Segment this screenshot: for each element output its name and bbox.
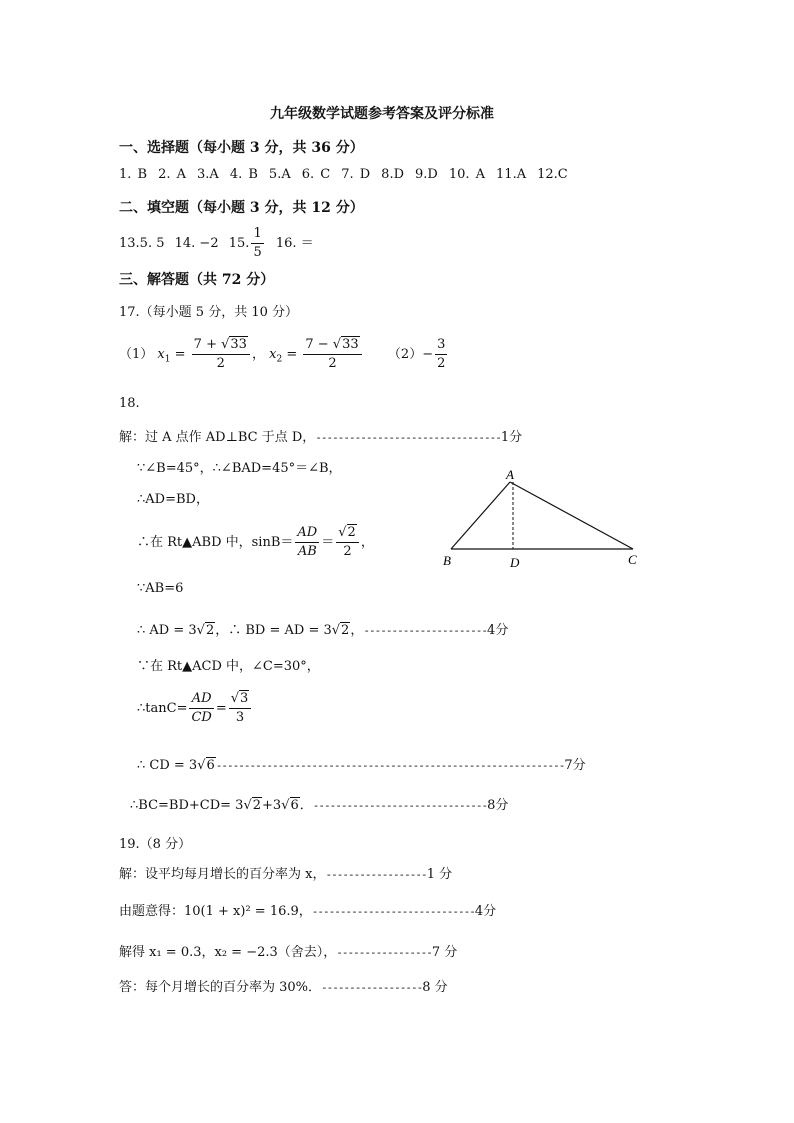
- q18-line7: ∵在 Rt▲ACD 中，∠C=30°，: [137, 659, 320, 674]
- side-AB: [451, 482, 510, 549]
- answer-13: 13.5. 5: [119, 236, 165, 251]
- page-title: 九年级数学试题参考答案及评分标准: [270, 106, 494, 122]
- q19-line4: 答：每个月增长的百分率为 30%．------------------8 分: [119, 980, 448, 995]
- mc-answer: 1. B: [119, 167, 148, 182]
- answer-14: 14. −2: [174, 236, 219, 251]
- triangle-figure: [440, 468, 650, 578]
- mc-answer: 9.D: [415, 167, 438, 182]
- mc-answer: 5.A: [268, 167, 291, 182]
- q18-line8: ∴tanC= $\frac{AD}{CD}$ = $\frac{√3}{3}$: [137, 690, 253, 727]
- q18-line4: ∴在 Rt▲ABD 中，sinB＝ $\frac{AD}{AB}$ ＝ $\frac{√2}{2}$ ，: [137, 525, 374, 559]
- label-A: A: [506, 468, 514, 482]
- answer-15: 15.: [228, 236, 250, 251]
- q17-answers: （1） $x_1$ = $\frac{7 + √33}{2}$ ， $x_2$ = $\frac{7 - √33}{2}$ （2）− $\frac{3}{2}$: [119, 337, 446, 371]
- q19-line3: 解得 x₁ = 0.3，x₂ = −2.3（舍去），-----------------7 分: [119, 945, 458, 960]
- mc-answer: 8.D: [381, 167, 404, 182]
- q18-line10: ∴BC=BD+CD= 3√2+3√6．-------------------------------8分: [130, 798, 509, 813]
- q18-number: 18.: [119, 396, 140, 411]
- mc-answer: 7. D: [341, 167, 371, 182]
- label-C: C: [628, 552, 637, 567]
- q19-line2: 由题意得：10(1 + x)² = 16.9，-----------------------------4分: [119, 904, 497, 919]
- x2-fraction: $\frac{7 - √33}{2}$: [303, 336, 361, 373]
- section1-heading: 一、选择题（每小题 3 分，共 36 分）: [119, 140, 364, 156]
- q17-2-fraction: $\frac{3}{2}$: [437, 337, 446, 371]
- mc-answer: 4. B: [229, 167, 258, 182]
- mc-answer: 3.A: [197, 167, 219, 182]
- q18-line1: 解：过 A 点作 AD⊥BC 于点 D，---------------------------------1分: [119, 430, 523, 445]
- mc-answer: 2. A: [158, 167, 187, 182]
- q18-line9: ∴ CD = 3√6--------------------------------------------------------------7分: [137, 758, 586, 773]
- q19-line1: 解：设平均每月增长的百分率为 x，------------------1 分: [119, 867, 453, 882]
- q18-line6: ∴ AD = 3√2，∴ BD = AD = 3√2，----------------------4分: [137, 623, 509, 638]
- mc-answer: 6. C: [301, 167, 331, 182]
- answer-16: 16. ＝: [275, 236, 314, 251]
- side-AC: [510, 482, 633, 549]
- q19-heading: 19.（8 分）: [119, 837, 192, 852]
- fraction-15: $\frac{1}{5}$: [253, 226, 262, 260]
- mc-answers: [119, 167, 579, 182]
- mc-answer: 11.A: [496, 167, 527, 182]
- q18-line5: ∵AB=6: [137, 581, 184, 596]
- label-D: D: [510, 555, 520, 570]
- mc-answer: 12.C: [537, 167, 568, 182]
- q18-line3: ∴AD=BD，: [137, 492, 209, 507]
- x1-fraction: $\frac{7 + √33}{2}$: [192, 336, 250, 373]
- section3-heading: 三、解答题（共 72 分）: [119, 272, 275, 288]
- label-B: B: [443, 553, 451, 568]
- q17-heading: 17.（每小题 5 分，共 10 分）: [119, 305, 299, 320]
- fill-answers: [119, 225, 314, 262]
- mc-answer: 10. A: [448, 167, 486, 182]
- section2-heading: 二、填空题（每小题 3 分，共 12 分）: [119, 200, 364, 216]
- q18-line2: ∵∠B=45°，∴∠BAD=45°＝∠B，: [137, 461, 342, 476]
